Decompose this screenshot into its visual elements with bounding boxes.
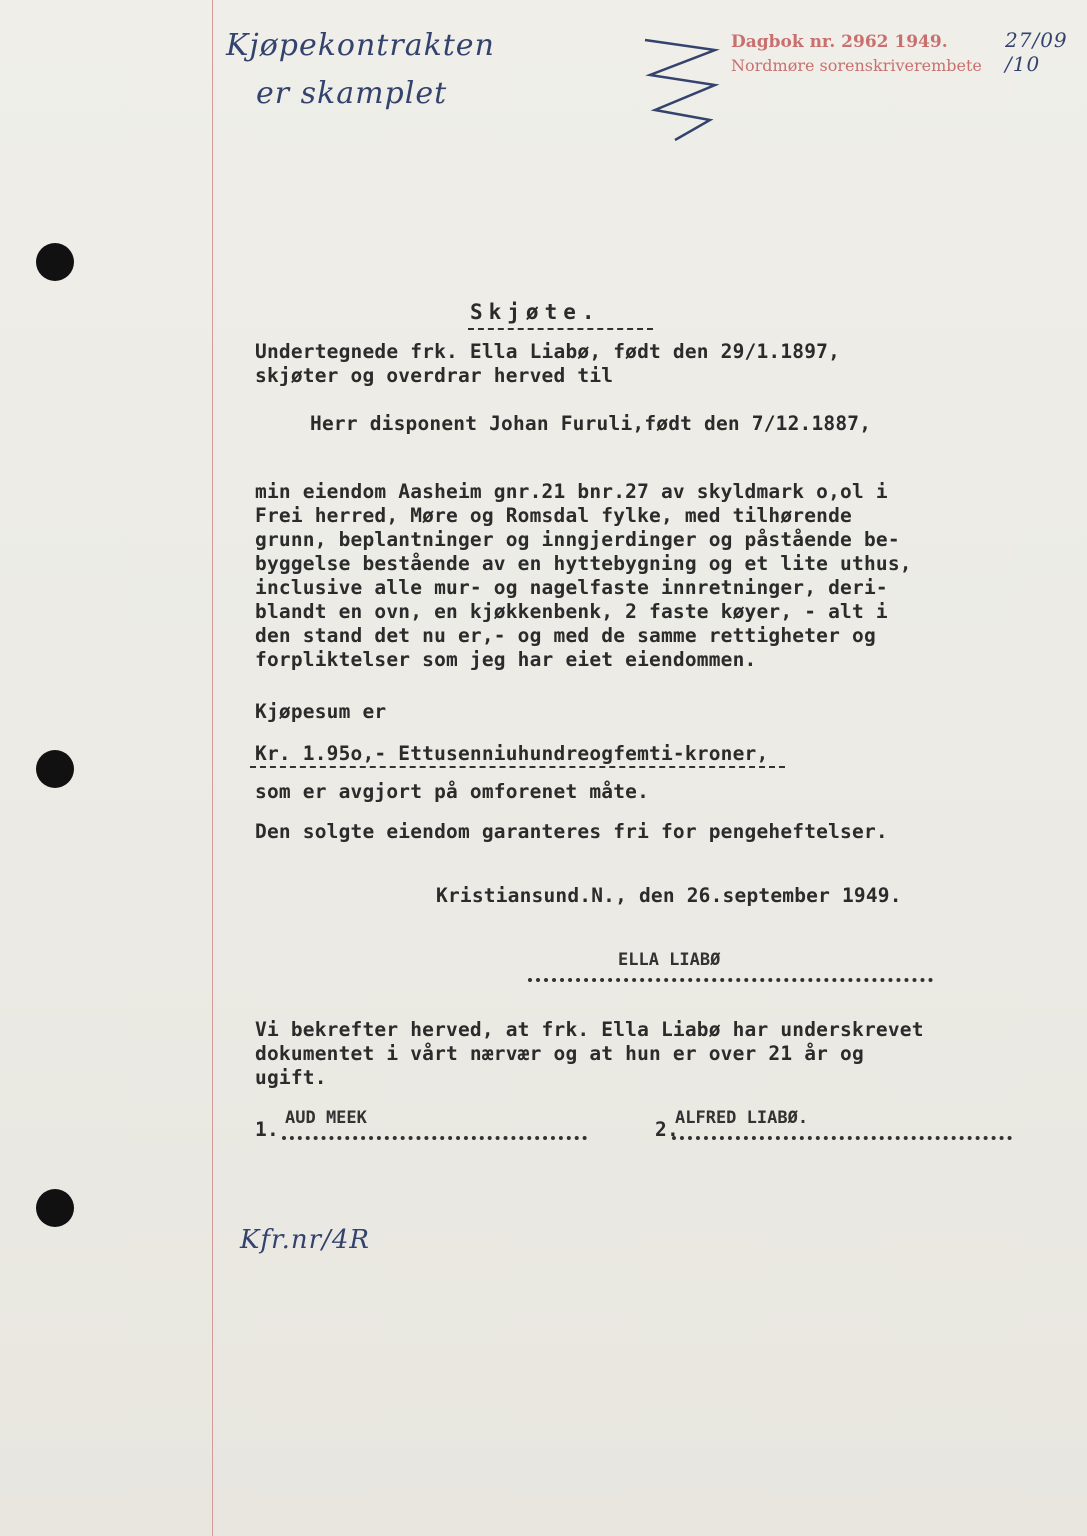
title-underline <box>468 328 653 330</box>
witness-line2: dokumentet i vårt nærvær og at hun er over 21 år og <box>255 1042 864 1065</box>
witness1-dots <box>282 1136 587 1140</box>
witness1-name: AUD MEEK <box>285 1108 367 1128</box>
price-underline <box>250 766 785 768</box>
intro-line2: skjøter og overdrar herved til <box>255 364 614 387</box>
body-line: blandt en ovn, en kjøkkenbenk, 2 faste køyer, - alt i <box>255 600 888 623</box>
seller-signature-dots <box>528 978 933 982</box>
punch-hole-middle <box>36 750 74 788</box>
scribble-mark <box>635 30 725 150</box>
punch-hole-top <box>36 243 74 281</box>
witness-line3: ugift. <box>255 1066 327 1089</box>
witness-line1: Vi bekrefter herved, at frk. Ella Liabø har underskrevet <box>255 1018 924 1041</box>
stamp-dagbok: Dagbok nr. 2962 1949. <box>731 32 948 52</box>
margin-rule <box>212 0 213 1536</box>
witness2-number: 2. <box>655 1118 679 1141</box>
punch-hole-bottom <box>36 1189 74 1227</box>
seller-signature: ELLA LIABØ <box>618 950 721 970</box>
body-line: grunn, beplantninger og inngjerdinger og påstående be- <box>255 528 900 551</box>
witness2-dots <box>672 1136 1012 1140</box>
intro-line1: Undertegnede frk. Ella Liabø, født den 29/1.1897, <box>255 340 841 363</box>
price-amount: Kr. 1.95o,- Ettusenniuhundreogfemti-kroner, <box>255 742 769 765</box>
witness1-number: 1. <box>255 1118 279 1141</box>
handwritten-note-line2: er skamplet <box>256 76 448 111</box>
body-line: forpliktelser som jeg har eiet eiendommen. <box>255 648 757 671</box>
body-line: den stand det nu er,- og med de samme rettigheter og <box>255 624 876 647</box>
document-title: Skjøte. <box>470 300 601 324</box>
body-line: byggelse bestående av en hyttebygning og et lite uthus, <box>255 552 912 575</box>
stamp-office: Nordmøre sorenskriverembete <box>731 56 982 75</box>
stamp-date: 27/09 /10 <box>1005 28 1068 76</box>
recipient-line: Herr disponent Johan Furuli,født den 7/12.1887, <box>310 412 872 435</box>
body-line: Frei herred, Møre og Romsdal fylke, med tilhørende <box>255 504 852 527</box>
handwritten-reference: Kfr.nr/4R <box>240 1225 370 1255</box>
witness2-name: ALFRED LIABØ. <box>675 1108 809 1128</box>
price-label: Kjøpesum er <box>255 700 387 723</box>
body-line: min eiendom Aasheim gnr.21 bnr.27 av skyldmark o,ol i <box>255 480 888 503</box>
handwritten-note-line1: Kjøpekontrakten <box>226 28 495 63</box>
place-date-line: Kristiansund.N., den 26.september 1949. <box>436 884 902 907</box>
guarantee-line: Den solgte eiendom garanteres fri for pengeheftelser. <box>255 820 888 843</box>
body-line: inclusive alle mur- og nagelfaste innretninger, deri- <box>255 576 888 599</box>
settled-line: som er avgjort på omforenet måte. <box>255 780 650 803</box>
